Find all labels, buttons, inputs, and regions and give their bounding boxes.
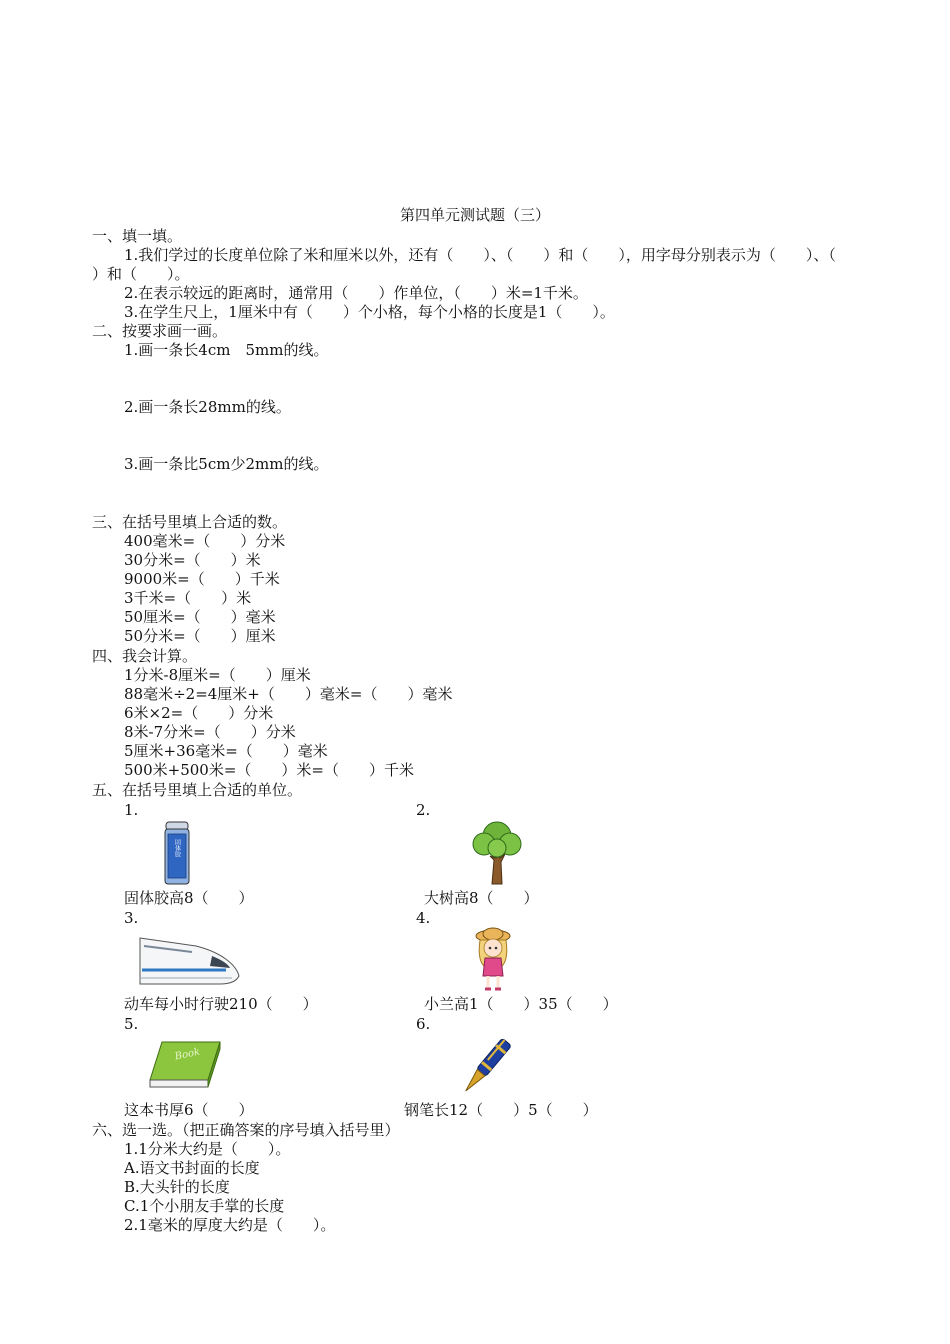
s5-caption-1: 固体胶高8（ ）: [124, 889, 254, 907]
s1-question-1: 1.我们学过的长度单位除了米和厘米以外，还有（ ）、（ ）和（ ），用字母分别表示为（ ）、（: [124, 246, 836, 264]
s4-item: 5厘米+36毫米=（ ）毫米: [124, 742, 328, 760]
section-2-heading: 二、按要求画一画。: [92, 322, 228, 340]
s3-item: 9000米=（ ）千米: [124, 570, 280, 588]
s2-question-2: 2.画一条长28mm的线。: [124, 398, 291, 416]
s4-item: 1分米-8厘米=（ ）厘米: [124, 666, 311, 684]
section-4-heading: 四、我会计算。: [92, 647, 198, 665]
section-6-heading: 六、选一选。（把正确答案的序号填入括号里）: [92, 1121, 400, 1139]
s5-number-4: 4.: [416, 909, 431, 927]
s5-caption-6: 钢笔长12（ ）5（ ）: [404, 1101, 598, 1119]
s5-caption-2: 大树高8（ ）: [424, 889, 539, 907]
s5-number-5: 5.: [124, 1015, 139, 1033]
s3-item: 3千米=（ ）米: [124, 589, 252, 607]
s6-option-c: C.1个小朋友手掌的长度: [124, 1197, 285, 1215]
girl-icon: [472, 926, 514, 992]
s5-number-3: 3.: [124, 909, 139, 927]
s1-question-3: 3.在学生尺上，1厘米中有（ ）个小格，每个小格的长度是1（ ）。: [124, 303, 615, 321]
s2-question-3: 3.画一条比5cm少2mm的线。: [124, 455, 329, 473]
s5-caption-3: 动车每小时行驶210（ ）: [124, 995, 318, 1013]
section-3-heading: 三、在括号里填上合适的数。: [92, 513, 288, 531]
s5-caption-5: 这本书厚6（ ）: [124, 1101, 254, 1119]
s4-item: 88毫米÷2=4厘米+（ ）毫米=（ ）毫米: [124, 685, 453, 703]
fountain-pen-icon: [458, 1036, 512, 1100]
s6-option-b: B.大头针的长度: [124, 1178, 230, 1196]
s3-item: 50厘米=（ ）毫米: [124, 608, 276, 626]
s5-number-6: 6.: [416, 1015, 431, 1033]
section-5-heading: 五、在括号里填上合适的单位。: [92, 781, 303, 799]
bullet-train-icon: [136, 930, 242, 990]
s5-number-1: 1.: [124, 801, 139, 819]
s5-caption-4: 小兰高1（ ）35（ ）: [424, 995, 618, 1013]
glue-stick-icon: [162, 820, 192, 886]
s2-question-1: 1.画一条长4cm 5mm的线。: [124, 341, 329, 359]
book-icon: [148, 1040, 224, 1090]
s1-question-1-cont: ）和（ ）。: [92, 265, 190, 283]
page-title: 第四单元测试题（三）: [399, 206, 550, 224]
s3-item: 50分米=（ ）厘米: [124, 627, 276, 645]
s4-item: 6米×2=（ ）分米: [124, 704, 274, 722]
s6-option-a: A.语文书封面的长度: [124, 1159, 260, 1177]
s6-question-2: 2.1毫米的厚度大约是（ ）。: [124, 1216, 336, 1234]
s3-item: 30分米=（ ）米: [124, 551, 261, 569]
tree-icon: [470, 818, 524, 886]
section-1-heading: 一、填一填。: [92, 227, 183, 245]
s6-question-1: 1.1分米大约是（ ）。: [124, 1140, 291, 1158]
s4-item: 500米+500米=（ ）米=（ ）千米: [124, 761, 414, 779]
s5-number-2: 2.: [416, 801, 431, 819]
s3-item: 400毫米=（ ）分米: [124, 532, 286, 550]
s1-question-2: 2.在表示较远的距离时，通常用（ ）作单位，（ ）米=1千米。: [124, 284, 588, 302]
s4-item: 8米-7分米=（ ）分米: [124, 723, 296, 741]
glue-label: 固体胶: [173, 839, 181, 857]
book-label: Book: [173, 1046, 202, 1063]
